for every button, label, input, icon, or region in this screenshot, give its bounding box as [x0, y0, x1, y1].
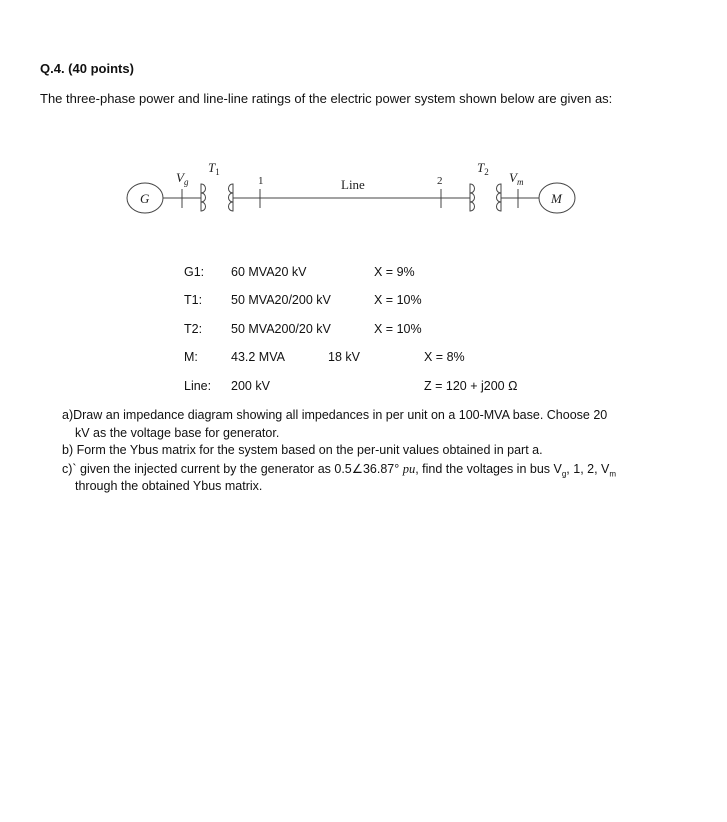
part-c-line1: c)` given the injected current by the generator as 0.5∠36.87° pu, find the voltages in bus $V_g$, 1, 2, $V_m$	[62, 462, 617, 479]
generator-label: G	[140, 191, 150, 206]
line-name: Line:	[184, 379, 212, 393]
motor-rating: 43.2 MVA	[231, 350, 285, 364]
g1-name: G1:	[184, 265, 205, 279]
line-impedance: Z = 120 + j200 Ω	[424, 379, 518, 393]
motor-name: M:	[184, 350, 198, 364]
t1-reactance: X = 10%	[374, 293, 422, 307]
bus1-label: 1	[258, 175, 264, 187]
motor-voltage: 18 kV	[328, 350, 360, 364]
t1-rating: 50 MVA20/200 kV	[231, 293, 331, 307]
part-c-line2: through the obtained Ybus matrix.	[75, 479, 263, 493]
line-label: Line	[341, 177, 365, 192]
t2-primary-coil	[470, 184, 475, 211]
line-rating: 200 kV	[231, 379, 270, 393]
t2-secondary-coil	[497, 184, 502, 211]
t1-secondary-coil	[229, 184, 234, 211]
question-intro: The three-phase power and line-line ratings of the electric power system shown below are given as:	[40, 91, 613, 106]
motor-reactance: X = 8%	[424, 350, 465, 364]
g1-reactance: X = 9%	[374, 265, 415, 279]
part-a-line2: kV as the voltage base for generator.	[75, 426, 280, 440]
vg-label: $V_g$	[176, 170, 189, 187]
bus2-label: 2	[437, 175, 443, 187]
question-title: Q.4. (40 points)	[40, 61, 134, 76]
part-a-line1: a)Draw an impedance diagram showing all impedances in per unit on a 100-MVA base. Choose 20	[62, 408, 608, 422]
t1-label: $T_1$	[208, 160, 220, 177]
t1-primary-coil	[201, 184, 206, 211]
t2-name: T2:	[184, 322, 203, 336]
t2-rating: 50 MVA200/20 kV	[231, 322, 331, 336]
vm-label: $V_m$	[509, 170, 524, 187]
t2-label: $T_2$	[477, 160, 489, 177]
one-line-diagram	[0, 0, 727, 240]
part-b: b) Form the Ybus matrix for the system based on the per-unit values obtained in part a.	[62, 443, 543, 457]
g1-rating: 60 MVA20 kV	[231, 265, 307, 279]
t1-name: T1:	[184, 293, 203, 307]
t2-reactance: X = 10%	[374, 322, 422, 336]
motor-label: M	[551, 191, 562, 206]
